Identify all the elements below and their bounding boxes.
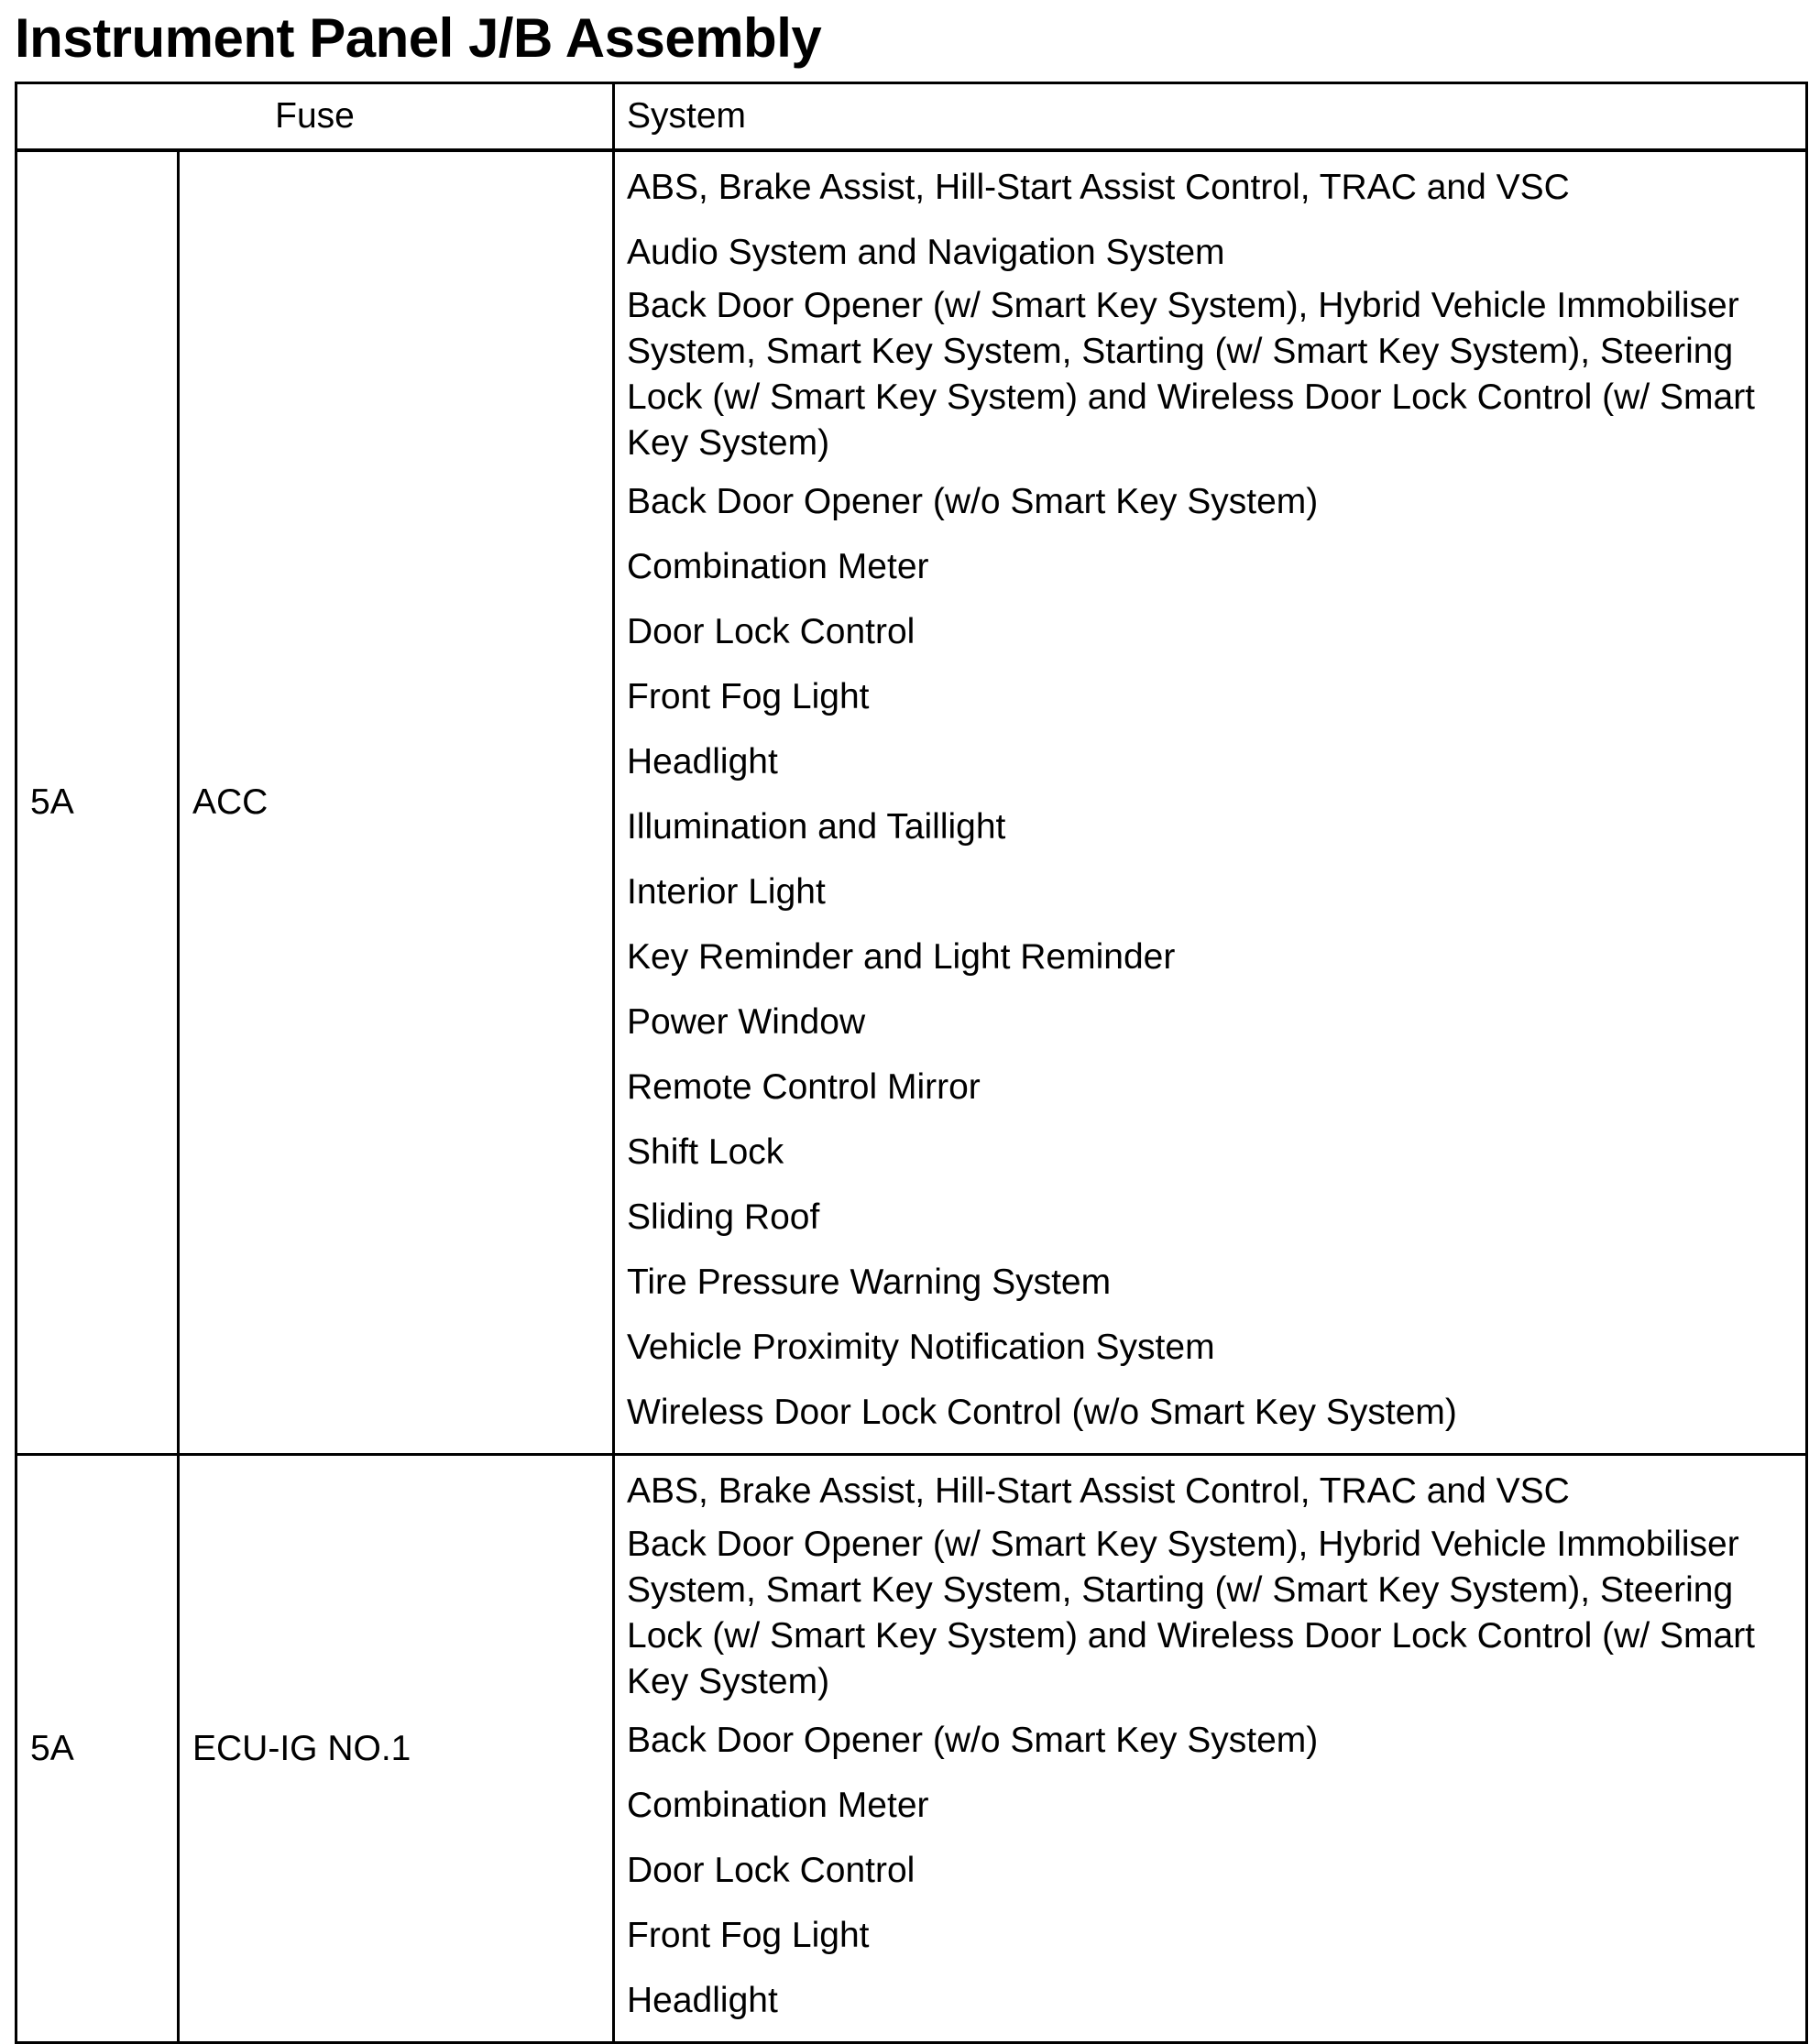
table-header-row	[16, 83, 1807, 151]
table-row	[16, 1455, 1807, 2043]
system-item: Back Door Opener (w/ Smart Key System), Hybrid Vehicle Immobiliser System, Smart Key System, Starting (w/ Smart Key System), Steering Lock (w/ Smart Key System) and Wireless Door Lock Control (w/ Smart Key System)	[627, 1525, 1756, 1701]
system-item: Headlight	[627, 742, 778, 782]
system-item: Door Lock Control	[627, 1851, 915, 1890]
fuse-name: ECU-IG NO.1	[179, 1455, 614, 2043]
system-item: Back Door Opener (w/o Smart Key System)	[627, 1721, 1319, 1760]
system-item: Combination Meter	[627, 547, 929, 586]
system-item: Interior Light	[627, 872, 826, 912]
system-item: Back Door Opener (w/o Smart Key System)	[627, 482, 1319, 521]
system-item: Sliding Roof	[627, 1197, 820, 1237]
fuse-column-header: Fuse	[16, 83, 614, 151]
system-item: Vehicle Proximity Notification System	[627, 1328, 1215, 1367]
table-row	[16, 150, 1807, 1455]
system-item: Front Fog Light	[627, 1916, 870, 1955]
fuse-name: ACC	[179, 150, 614, 1455]
system-item: Door Lock Control	[627, 612, 915, 651]
system-item: Illumination and Taillight	[627, 807, 1006, 847]
system-item: ABS, Brake Assist, Hill-Start Assist Control, TRAC and VSC	[627, 168, 1570, 207]
system-list	[614, 1455, 1807, 2043]
system-item: Shift Lock	[627, 1132, 784, 1172]
system-item: Key Reminder and Light Reminder	[627, 937, 1176, 977]
system-column-header: System	[614, 83, 1807, 151]
system-item: Power Window	[627, 1002, 866, 1042]
system-item: Remote Control Mirror	[627, 1067, 981, 1107]
fuse-amperage: 5A	[16, 150, 179, 1455]
system-list	[614, 150, 1807, 1455]
fuse-table	[15, 82, 1808, 2044]
system-item: Tire Pressure Warning System	[627, 1262, 1112, 1302]
system-item: Front Fog Light	[627, 677, 870, 716]
system-item: Combination Meter	[627, 1786, 929, 1825]
system-item: ABS, Brake Assist, Hill-Start Assist Control, TRAC and VSC	[627, 1471, 1570, 1511]
page-title: Instrument Panel J/B Assembly	[15, 7, 822, 69]
fuse-amperage: 5A	[16, 1455, 179, 2043]
system-item: Wireless Door Lock Control (w/o Smart Key System)	[627, 1393, 1457, 1432]
system-item: Headlight	[627, 1981, 778, 2020]
system-item: Back Door Opener (w/ Smart Key System), Hybrid Vehicle Immobiliser System, Smart Key System, Starting (w/ Smart Key System), Steering Lock (w/ Smart Key System) and Wireless Door Lock Control (w/ Smart Key System)	[627, 286, 1756, 463]
system-item: Audio System and Navigation System	[627, 233, 1225, 272]
